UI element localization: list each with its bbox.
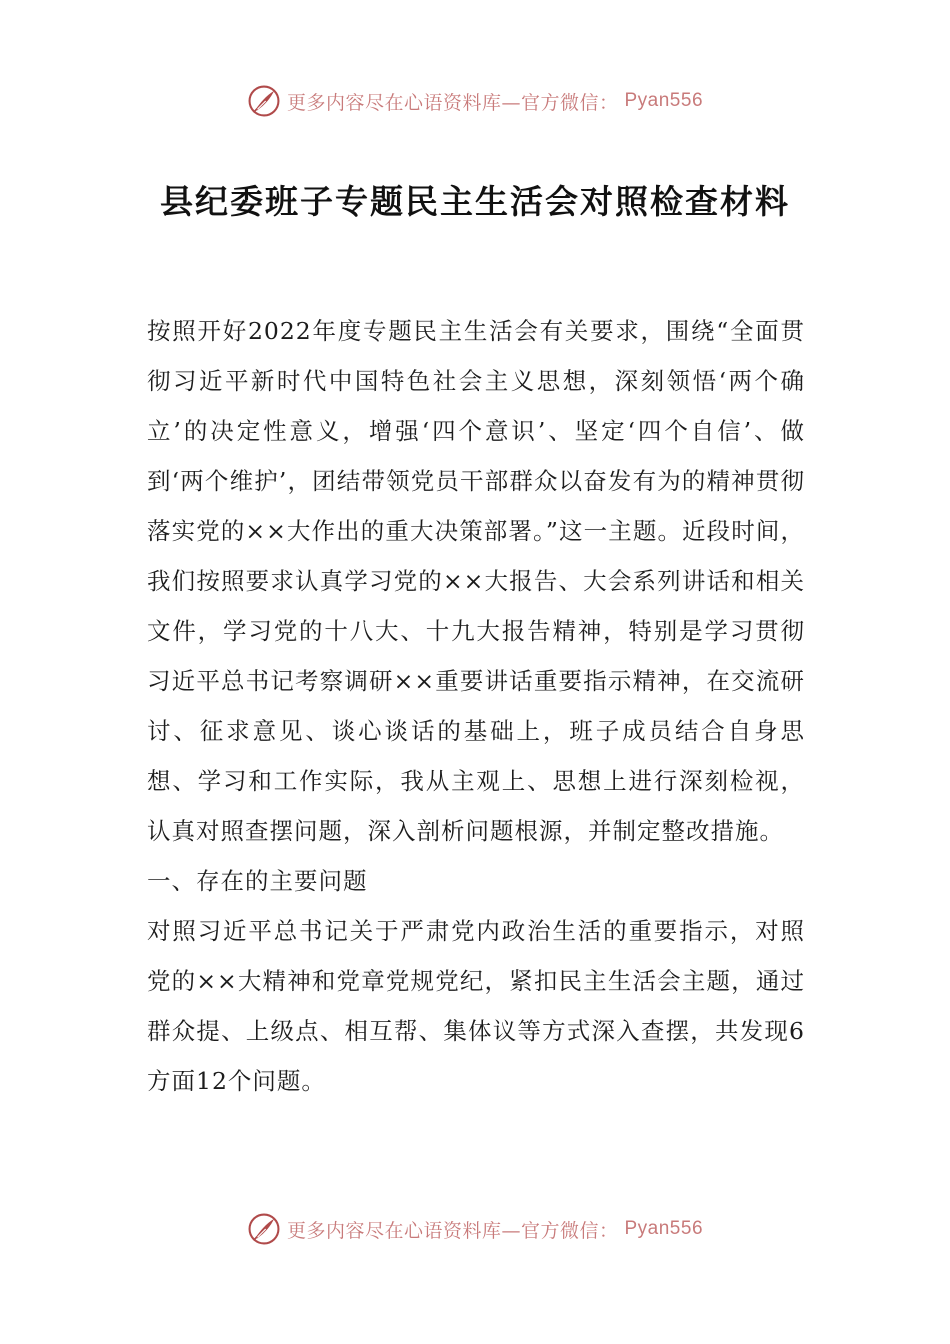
quill-pen-icon	[247, 84, 281, 118]
document-body	[147, 306, 805, 1106]
document-title: 县纪委班子专题民主生活会对照检查材料	[160, 182, 790, 221]
quill-pen-icon	[247, 1212, 281, 1246]
watermark-wechat-id: Pyan556	[624, 90, 704, 111]
watermark-wechat-id: Pyan556	[624, 1218, 704, 1239]
watermark-header	[0, 84, 950, 118]
section-paragraph: 对照习近平总书记关于严肃党内政治生活的重要指示，对照党的××大精神和党章党规党纪，紧扣民主生活会主题，通过群众提、上级点、相互帮、集体议等方式深入查摆，共发现6方面12个问题。	[147, 917, 805, 1095]
section-heading: 一、存在的主要问题	[147, 867, 368, 895]
watermark-text: 更多内容尽在心语资料库—官方微信：	[286, 91, 619, 114]
intro-paragraph: 按照开好2022年度专题民主生活会有关要求，围绕“全面贯彻习近平新时代中国特色社会主义思想，深刻领悟‘两个确立’的决定性意义，增强‘四个意识’、坚定‘四个自信’、做到‘两个维护’，团结带领党员干部群众以奋发有为的精神贯彻落实党的××大作出的重大决策部署。”这一主题。近段时间，我们按照要求认真学习党的××大报告、大会系列讲话和相关文件，学习党的十八大、十九大报告精神，特别是学习贯彻习近平总书记考察调研××重要讲话重要指示精神，在交流研讨、征求意见、谈心谈话的基础上，班子成员结合自身思想、学习和工作实际，我从主观上、思想上进行深刻检视，认真对照查摆问题，深入剖析问题根源，并制定整改措施。	[147, 317, 805, 845]
watermark-text: 更多内容尽在心语资料库—官方微信：	[286, 1219, 619, 1242]
watermark-footer	[0, 1212, 950, 1246]
